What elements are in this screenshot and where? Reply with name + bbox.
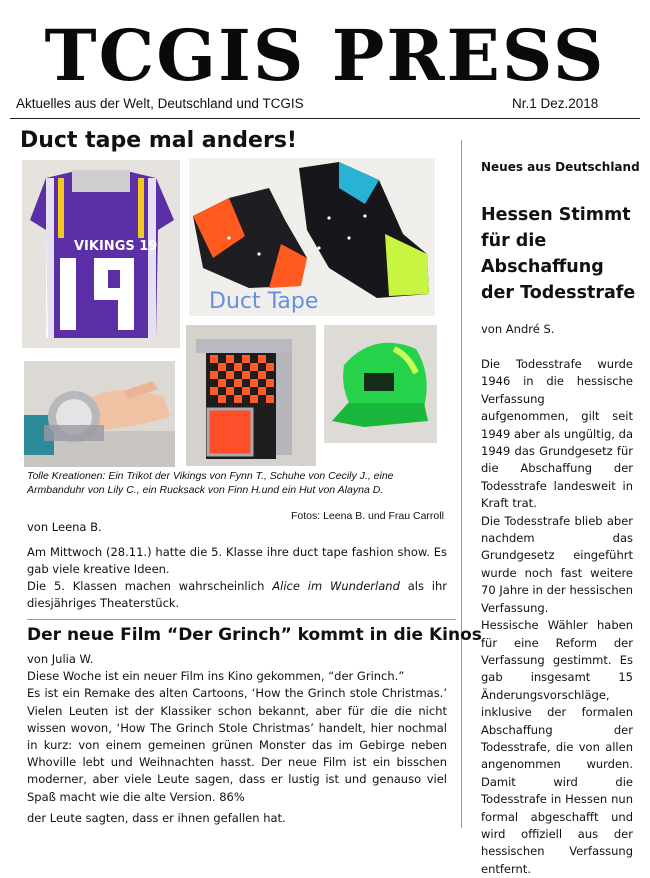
grinch-paragraph-1: Diese Woche ist ein neuer Film ins Kino gekommen, “der Grinch.” bbox=[27, 669, 405, 684]
play-title: Alice im Wunderland bbox=[272, 579, 400, 593]
newspaper-title: TCGIS PRESS bbox=[44, 14, 606, 97]
ducttape-paragraph-2 bbox=[27, 578, 447, 612]
ducttape-paragraph-1: Am Mittwoch (28.11.) hatte die 5. Klasse ihre duct tape fashion show. Es gab viele kreative Ideen. bbox=[27, 545, 447, 576]
backpack-photo bbox=[186, 325, 316, 466]
newspaper-subtitle: Aktuelles aus der Welt, Deutschland und TCGIS bbox=[16, 96, 304, 111]
hessen-paragraph-1: Die Todesstrafe wurde 1946 in die hessische Verfassung aufgenommen, gilt seit 1949 aber als ungültig, da 1949 das Grundgesetz für die Abschaffung der Todesstrafe landesweit in Kraft trat. bbox=[481, 357, 633, 511]
cap-photo bbox=[324, 325, 437, 443]
para2-text-end: als ihr diesjähriges Theaterstück. bbox=[27, 579, 447, 610]
grinch-paragraph-2: Es ist ein Remake des alten Cartoons, ‘How the Grinch stole Christmas.’ Vielen Leuten ist der Klassiker schon bekannt, aber für die die nicht wissen wovon, ‘How The Grinch Stole Christmas’ handelt, hier nochmal in kurz: von einem gemeinen grünen Monster das im Gebirge neben Whoville lebt und Weihnachten hasst. Der neue Film ist ein bisschen moderner, aber viele Leute sagen, dass er lustig ist und genauso viel Spaß macht wie die alte Version. 86% bbox=[27, 686, 447, 804]
jersey-photo bbox=[22, 160, 180, 348]
grinch-byline: von Julia W. bbox=[27, 652, 94, 666]
hessen-paragraph-3: Hessische Wähler haben für eine Reform der Verfassung gestimmt. Es gab insgesamt 15 Änderungsvorschläge, inklusive der formalen Abschaffung der Todesstrafe, die von allen angenommen wurden. Damit wird die Todesstrafe in Hessen nun formal abgeschafft und wird offiziell aus der hessischen Verfassung entfernt. bbox=[481, 618, 633, 876]
hessen-byline: von André S. bbox=[481, 322, 555, 336]
column-divider bbox=[461, 140, 462, 828]
photo-caption: Tolle Kreationen: Ein Trikot der Vikings von Fynn T., Schuhe von Cecily J., eine Armbanduhr von Lily C., ein Rucksack von Finn H.und ein Hut von Alayna D. bbox=[27, 470, 394, 496]
ducttape-byline: von Leena B. bbox=[27, 520, 102, 534]
hessen-headline: Hessen Stimmt für die Abschaffung der Todesstrafe bbox=[481, 205, 636, 303]
masthead-rule bbox=[10, 118, 640, 119]
shoes-photo bbox=[189, 158, 435, 316]
article-separator bbox=[27, 619, 456, 620]
hessen-article-body bbox=[481, 356, 633, 878]
grinch-headline: Der neue Film “Der Grinch” kommt in die Kinos bbox=[27, 625, 482, 645]
issue-number-date: Nr.1 Dez.2018 bbox=[512, 96, 599, 111]
grinch-paragraph-3: der Leute sagten, dass er ihnen gefallen hat. bbox=[27, 810, 286, 825]
para2-text-start: Die 5. Klassen machen wahrscheinlich bbox=[27, 579, 273, 593]
jersey-text: VIKINGS 19 bbox=[74, 239, 158, 254]
watch-photo bbox=[24, 361, 175, 467]
ducttape-headline: Duct tape mal anders! bbox=[20, 128, 297, 153]
shoes-handwriting: Duct Tape bbox=[209, 289, 319, 314]
photo-credit: Fotos: Leena B. und Frau Carroll bbox=[291, 510, 444, 522]
section-label: Neues aus Deutschland bbox=[481, 160, 640, 174]
hessen-paragraph-2: Die Todesstrafe blieb aber nachdem das Grundgesetz eingeführt wurde noch fast weitere 70 Jahre in der hessischen Verfassung. bbox=[481, 513, 633, 615]
grinch-article-body bbox=[27, 651, 447, 827]
